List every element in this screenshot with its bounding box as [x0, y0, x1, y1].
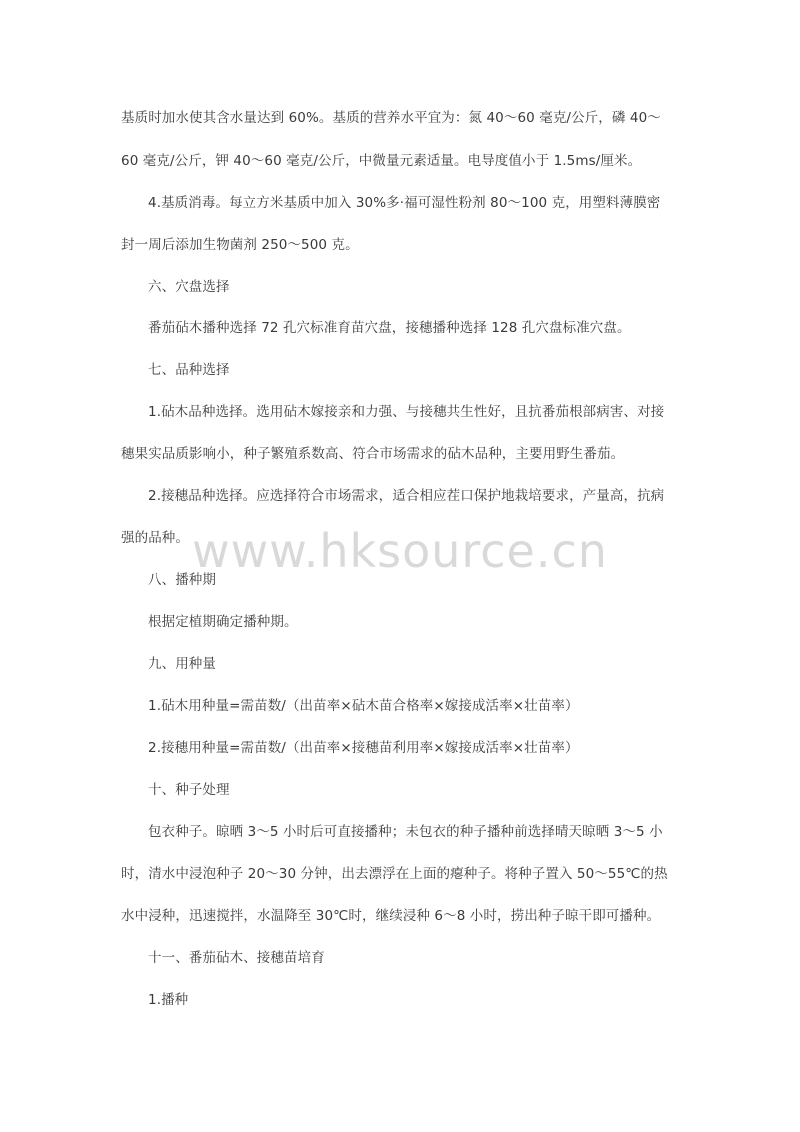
section-heading-seed-treatment: 十、种子处理 [148, 782, 230, 798]
paragraph-line: 1.砧木用种量=需苗数/（出苗率×砧木苗合格率×嫁接成活率×壮苗率） [148, 698, 579, 714]
watermark-text: www.hksource.cn [192, 524, 608, 578]
paragraph-line: 基质时加水使其含水量达到 60%。基质的营养水平宜为：氮 40～60 毫克/公斤，磷 40～ [121, 110, 661, 126]
section-heading-variety: 七、品种选择 [148, 362, 230, 378]
subsection-heading-sowing: 1.播种 [148, 992, 189, 1008]
section-heading-seedling-cultivation: 十一、番茄砧木、接穗苗培育 [148, 950, 325, 966]
paragraph-line: 水中浸种，迅速搅拌，水温降至 30℃时，继续浸种 6～8 小时，捞出种子晾干即可播种。 [121, 908, 661, 924]
paragraph-line: 番茄砧木播种选择 72 孔穴标准育苗穴盘，接穗播种选择 128 孔穴盘标准穴盘。 [148, 320, 631, 336]
paragraph-line: 2.接穗品种选择。应选择符合市场需求，适合相应茬口保护地栽培要求，产量高，抗病 [148, 488, 665, 504]
paragraph-line: 根据定植期确定播种期。 [148, 614, 298, 630]
paragraph-line: 封一周后添加生物菌剂 250～500 克。 [121, 237, 359, 253]
paragraph-line: 时，清水中浸泡种子 20～30 分钟，出去漂浮在上面的瘪种子。将种子置入 50～55℃的热 [121, 866, 668, 882]
paragraph-line: 2.接穗用种量=需苗数/（出苗率×接穗苗利用率×嫁接成活率×壮苗率） [148, 740, 579, 756]
paragraph-line: 包衣种子。晾晒 3～5 小时后可直接播种；未包衣的种子播种前选择晴天晾晒 3～5 小 [148, 824, 663, 840]
section-heading-sowing-period: 八、播种期 [148, 572, 216, 588]
paragraph-line: 强的品种。 [121, 530, 189, 546]
section-heading-tray: 六、穴盘选择 [148, 279, 230, 295]
paragraph-line: 60 毫克/公斤，钾 40～60 毫克/公斤，中微量元素适量。电导度值小于 1.5ms/厘米。 [121, 153, 642, 169]
paragraph-line: 穗果实品质影响小，种子繁殖系数高、符合市场需求的砧木品种，主要用野生番茄。 [121, 446, 625, 462]
section-heading-seed-amount: 九、用种量 [148, 656, 216, 672]
paragraph-line: 4.基质消毒。每立方米基质中加入 30%多·福可湿性粉剂 80～100 克，用塑料薄膜密 [148, 195, 661, 211]
paragraph-line: 1.砧木品种选择。选用砧木嫁接亲和力强、与接穗共生性好，且抗番茄根部病害、对接 [148, 404, 665, 420]
